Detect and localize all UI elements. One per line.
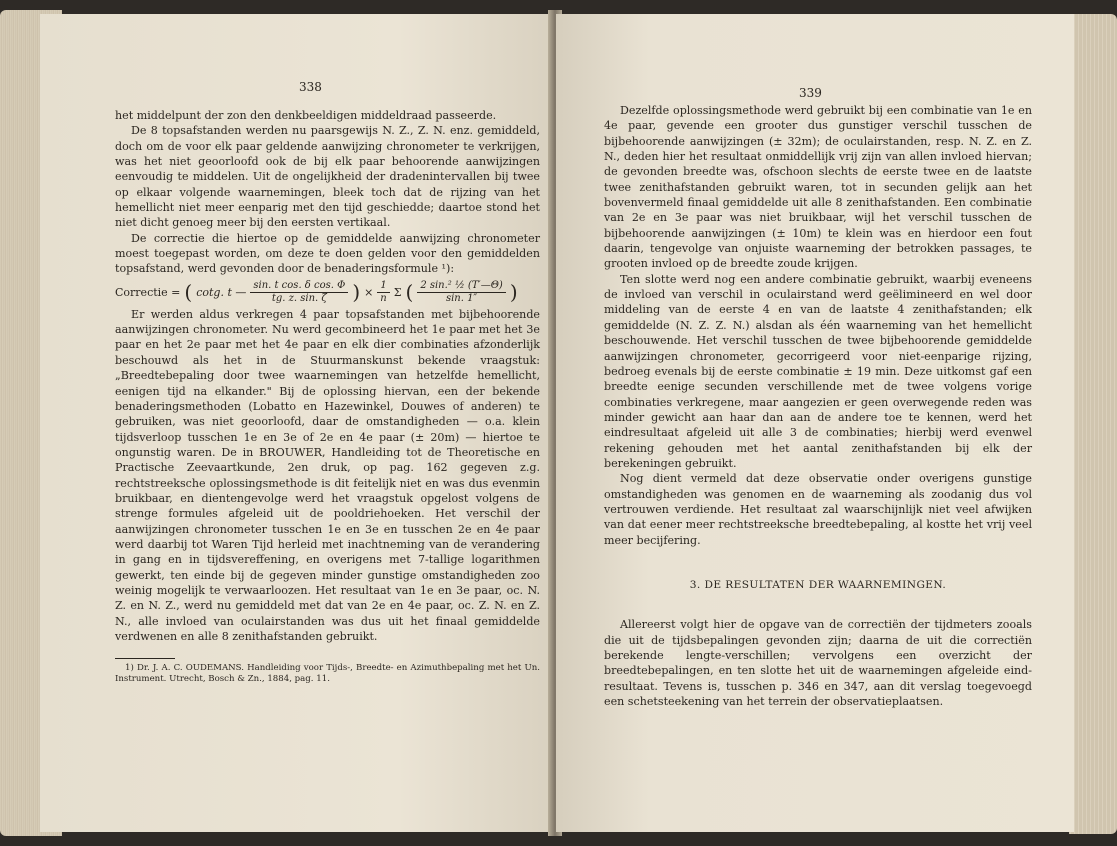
footnote: 1) Dr. J. A. C. OUDEMANS. Handleiding voor Tijds-, Breedte- en Azimuthbepaling met het Un. Instrument. Utrecht, Bosch & Zn., 1884, pag. 11. bbox=[115, 663, 540, 685]
paragraph: De correctie die hiertoe op de gemiddelde aanwijzing chronometer moest toegepast worden, om deze te doen gelden voor den gemiddelden topsafstand, werd gevonden door de benaderingsformule ¹): bbox=[115, 231, 540, 276]
formula-term: cotg. t — bbox=[196, 285, 247, 299]
right-text-block bbox=[604, 103, 1032, 709]
paragraph: het middelpunt der zon den denkbeeldigen middeldraad passeerde. bbox=[115, 109, 497, 122]
sigma-sign: Σ bbox=[393, 285, 402, 299]
footnote-divider bbox=[115, 658, 175, 659]
paren-open: ( bbox=[405, 280, 414, 305]
page-number-left: 338 bbox=[299, 80, 322, 94]
right-page bbox=[556, 14, 1074, 832]
paren-close: ) bbox=[509, 280, 518, 305]
paragraph: Er werden aldus verkregen 4 paar topsafstanden met bijbehoorende aanwijzingen chronometer. Nu werd gecombineerd het 1e paar met het 3e paar en het 2e paar met het 4e paar en elk dier combinaties afzonderlijk beschouwd als het in de Stuurmanskunst bekende vraagstuk: „Breedtebepaling door twee waarnemingen van hetzelfde hemellicht, eenigen tijd na elkander." Bij de oplossing hiervan, een der bekende benaderingsmethoden (Lobatto en Hazewinkel, Douwes of anderen) te gebruiken, was niet geoorloofd, daar de omstandigheden — o.a. klein tijdsverloop tusschen 1e en 3e of 2e en 4e paar (± 20m) — hiertoe te ongunstig waren. De in BROUWER, Handleiding tot de Theoretische en Practische Zeevaartkunde, 2en druk, op pag. 162 gegeven z.g. rechtstreeksche oplossingsmethode is dit feitelijk niet en was dus evenmin bruikbaar, en dientengevolge werd het vraagstuk opgelost volgens de strenge formules afgeleid uit de pooldriehoeken. Het verschil der aanwijzingen chronometer tusschen 1e en 3e en tusschen 2e en 4e paar werd daarbij tot Waren Tijd herleid met inachtneming van de verandering in gang en in tijdsvereffening, en overigens met 7-tallige logarithmen gewerkt, ten einde bij de gegeven minder gunstige omstandigheden zoo weinig mogelijk te verwaarloozen. Het resultaat van 1e en 3e paar, oc. N. Z. en N. Z., werd nu gemiddeld met dat van 2e en 4e paar, oc. Z. N. en Z. N., alle invloed van oculairstanden was dus uit het finaal gemiddelde verdwenen en alle 8 zenithafstanden gebruikt. bbox=[115, 307, 540, 643]
fraction: $\frac{\text{sin. t cos. δ cos. Φ}}{tg. z. \sin. \zeta}$ bbox=[250, 280, 348, 305]
fraction: $\frac{\text{2 sin.² ½ (T′—Θ)}}{\sin. 1''}$ bbox=[417, 280, 506, 305]
paren-open: ( bbox=[184, 280, 193, 305]
times-sign: × bbox=[364, 285, 374, 299]
page-edges-right bbox=[1069, 14, 1117, 834]
page-number-right: 339 bbox=[799, 86, 822, 100]
paragraph: Nog dient vermeld dat deze observatie onder overigens gunstige omstandigheden was genomen en de waarneming als zoodanig dus vol vertrouwen verdiende. Het resultaat zal waarschijnlijk niet veel afwijken van dat eener meer rechtstreeksche breedtebepaling, al kostte het vrij veel meer becijfering. bbox=[604, 472, 1032, 547]
left-text-block bbox=[115, 108, 540, 685]
paragraph: Allereerst volgt hier de opgave van de correctiën der tijdmeters zooals die uit de tijdsbepalingen gevonden zijn; daarna de uit die correctiën berekende lengte-verschillen; vervolgens een overzicht der breedtebepalingen, en ten slotte het uit de waarnemingen afgeleide eind-resultaat. Tevens is, tusschen p. 346 en 347, aan dit verslag toegevoegd een schetsteekening van het terrein der observatieplaatsen. bbox=[604, 618, 1032, 709]
section-heading: 3. DE RESULTATEN DER WAARNEMINGEN. bbox=[689, 578, 947, 591]
paragraph: De 8 topsafstanden werden nu paarsgewijs N. Z., Z. N. enz. gemiddeld, doch om de voor elk paar geldende aanwijzing chronometer te verkrijgen, was het niet geoorloofd ook de bij elk paar behoorende aanwijzingen eenvoudig te middelen. Uit de ongelijkheid der dradenintervallen bij twee op elkaar volgende waarnemingen, bleek toch dat de rijzing van het hemellicht niet meer eenparig met den tijd geschiedde; daartoe stond het niet dicht genoeg meer bij den eersten vertikaal. bbox=[115, 124, 540, 230]
paragraph: Ten slotte werd nog een andere combinatie gebruikt, waarbij eveneens de invloed van verschil in oculairstand werd geëlimineerd en wel door middeling van de eerste 4 en van de laatste 4 zenithafstanden; elk gemiddelde (N. Z. Z. N.) alsdan als één waarneming van het hemellicht beschouwende. Het verschil tusschen de twee bijbehoorende gemiddelde aanwijzingen chronometer, gecorrigeerd voor niet-eenparige rijzing, bedroeg evenals bij de eerste combinatie ± 19 min. Deze uitkomst gaf een breedte eenige secunden verschillende met de twee volgens vorige combinaties verkregene, maar aangezien er geen overwegende reden was minder gewicht aan haar dan aan de andere toe te kennen, werd het eindresultaat afgeleid uit alle 3 de combinaties; hierbij werd evenwel rekening gehouden met het aantal zenithafstanden bij elk der berekeningen gebruikt. bbox=[604, 272, 1032, 470]
fraction: $\frac{1}{n}$ bbox=[377, 280, 389, 305]
paren-close: ) bbox=[352, 280, 361, 305]
left-page bbox=[40, 14, 552, 832]
correction-formula bbox=[115, 280, 540, 305]
formula-lhs: Correctie = bbox=[115, 285, 181, 299]
paragraph: Dezelfde oplossingsmethode werd gebruikt bij een combinatie van 1e en 4e paar, gevende een grooter dus gunstiger verschil tusschen de bijbehoorende aanwijzingen (± 32m); de oculairstanden, resp. N. Z. en Z. N., deden hier het resultaat onmiddellijk vrij zijn van allen invloed hiervan; de gevonden breedte was, ofschoon slechts de eerste twee en de laatste twee zenithafstanden gebruikt waren, tot in secunden gelijk aan het bovenvermeld finaal gemiddelde uit alle 8 zenithafstanden. Een combinatie van 2e en 3e paar was niet bruikbaar, wijl het verschil tusschen de bijbehoorende aanwijzingen (± 10m) te klein was en hierdoor een fout daarin, tengevolge van onjuiste waarneming der betrokken passages, te grooten invloed op de breedte zoude krijgen. bbox=[604, 104, 1032, 271]
